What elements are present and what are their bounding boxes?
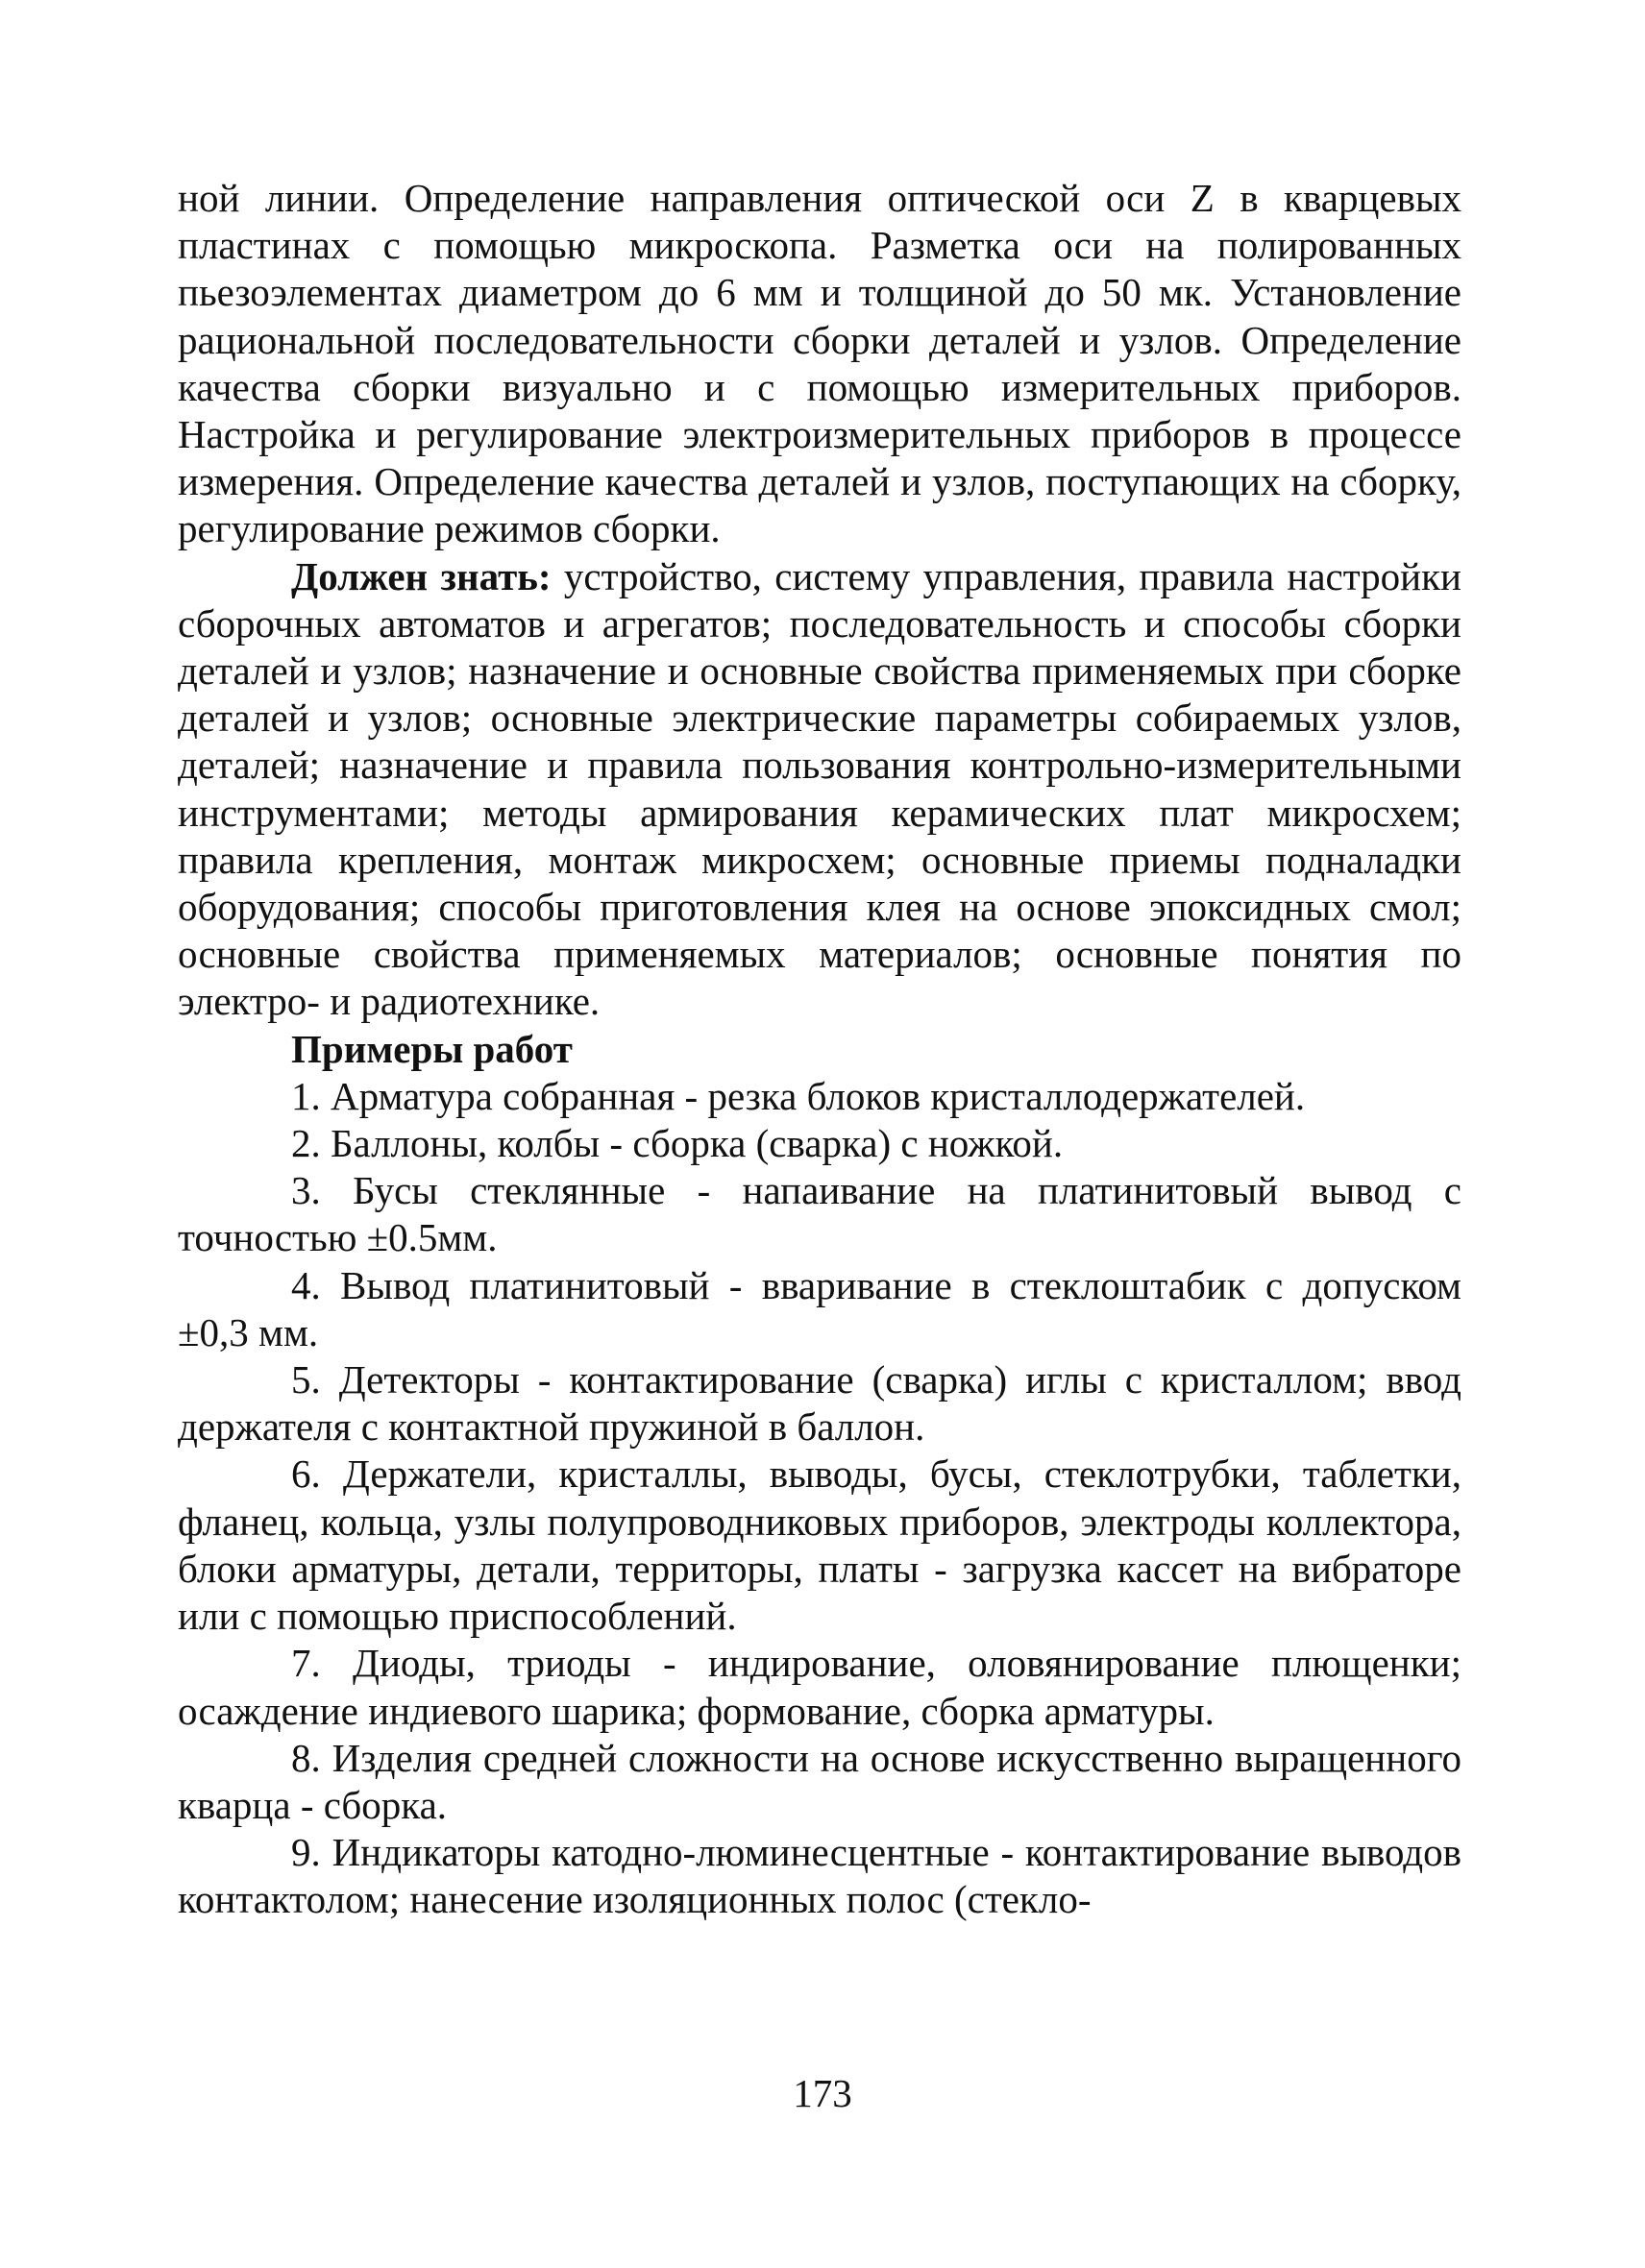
must-know-label: Должен знать: xyxy=(291,553,552,598)
example-item-7: 7. Диоды, триоды - индирование, оловянирование плющенки; осаждение индиевого шарика; формование, сборка арматуры. xyxy=(178,1641,1461,1733)
page-content xyxy=(178,175,1461,1924)
must-know-text: устройство, систему управления, правила настройки сборочных автоматов и агрегатов; последовательность и способы сборки деталей и узлов; назначение и основные свойства применяемых при сборке деталей и узлов; основные электрические параметры собираемых узлов, деталей; назначение и правила пользования контрольно-измерительными инструментами; методы армирования керамических плат микросхем; правила крепления, монтаж микросхем; основные приемы подналадки оборудования; способы приготовления клея на основе эпоксидных смол; основные свойства применяемых материалов; основные понятия по электро- и радиотехнике. xyxy=(178,553,1461,1024)
example-item-8: 8. Изделия средней сложности на основе искусственно выращенного кварца - сборка. xyxy=(178,1735,1461,1827)
example-item-6: 6. Держатели, кристаллы, выводы, бусы, стеклотрубки, таблетки, фланец, кольца, узлы полупроводниковых приборов, электроды коллектора, блоки арматуры, детали, территоры, платы - загрузка кассет на вибраторе или с помощью приспособлений. xyxy=(178,1451,1461,1639)
must-know-paragraph xyxy=(178,553,1461,1026)
example-item-1: 1. Арматура собранная - резка блоков кристаллодержателей. xyxy=(291,1073,1306,1118)
example-item-3: 3. Бусы стеклянные - напаивание на платинитовый вывод с точностью ±0.5мм. xyxy=(178,1168,1461,1260)
example-item-2: 2. Баллоны, колбы - сборка (сварка) с ножкой. xyxy=(291,1121,1064,1166)
examples-heading: Примеры работ xyxy=(291,1026,573,1071)
page-number: 173 xyxy=(793,2071,852,2115)
example-item-9: 9. Индикаторы катодно-люминесцентные - контактирование выводов контактолом; нанесение изоляционных полос (стекло- xyxy=(178,1830,1461,1922)
example-item-4: 4. Вывод платинитовый - вваривание в стеклоштабик с допуском ±0,3 мм. xyxy=(178,1262,1461,1354)
example-item-5: 5. Детекторы - контактирование (сварка) иглы с кристаллом; ввод держателя с контактной пружиной в баллон. xyxy=(178,1357,1461,1450)
paragraph-continued: ной линии. Определение направления оптической оси Z в кварцевых пластинах с помощью микроскопа. Разметка оси на полированных пьезоэлементах диаметром до 6 мм и толщиной до 50 мк. Установление рациональной последовательности сборки деталей и узлов. Определение качества сборки визуально и с помощью измерительных приборов. Настройка и регулирование электроизмерительных приборов в процессе измерения. Определение качества деталей и узлов, поступающих на сборку, регулирование режимов сборки. xyxy=(178,176,1461,551)
